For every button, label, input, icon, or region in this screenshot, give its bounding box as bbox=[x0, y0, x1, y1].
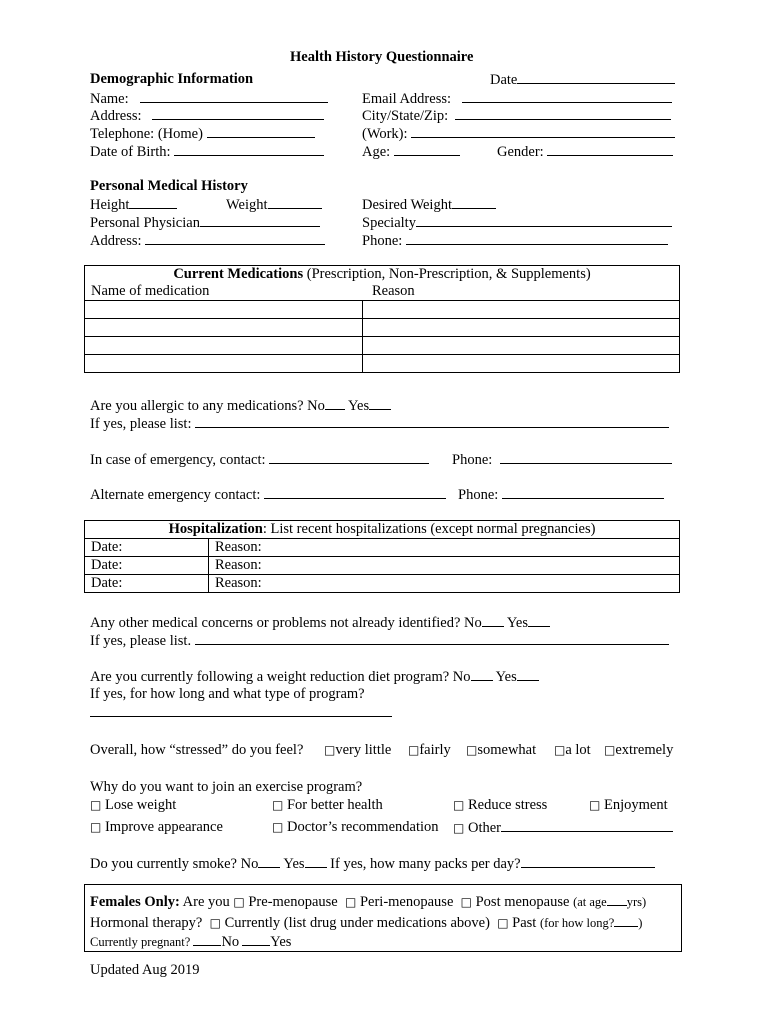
medication-row[interactable] bbox=[85, 355, 680, 373]
exercise-option-enjoyment[interactable] bbox=[589, 796, 668, 814]
checkbox-icon[interactable]: □ bbox=[324, 743, 336, 757]
hospitalization-reason-cell[interactable] bbox=[209, 557, 680, 575]
checkbox-icon[interactable]: □ bbox=[90, 820, 102, 834]
stress-option-fairly[interactable] bbox=[408, 741, 451, 759]
tel-home-field[interactable] bbox=[90, 124, 315, 143]
stress-option-label: extremely bbox=[615, 742, 674, 758]
medications-header-row bbox=[85, 283, 680, 301]
diet-program-field[interactable] bbox=[90, 703, 392, 722]
females-heading: Females Only: bbox=[90, 894, 180, 910]
exercise-option-better-health[interactable] bbox=[272, 796, 383, 814]
smoke-no-blank[interactable] bbox=[258, 854, 280, 868]
hospitalization-date-label: Date: bbox=[91, 575, 123, 591]
hospitalization-title-row bbox=[85, 521, 680, 539]
specialty-label: Specialty bbox=[362, 215, 416, 231]
physician-field[interactable] bbox=[90, 213, 320, 232]
address-field[interactable] bbox=[90, 106, 324, 125]
alt-emergency-contact-field[interactable] bbox=[90, 485, 446, 504]
emergency-phone-field[interactable] bbox=[452, 450, 672, 469]
medication-name-cell[interactable] bbox=[85, 355, 363, 373]
stress-question: Overall, how “stressed” do you feel? bbox=[90, 742, 304, 758]
allergy-yes-label: Yes bbox=[347, 398, 370, 414]
medication-reason-cell[interactable] bbox=[362, 319, 680, 337]
allergy-question-text: Are you allergic to any medications? No bbox=[90, 398, 325, 414]
concerns-question-text: Any other medical concerns or problems not already identified? No bbox=[90, 615, 482, 631]
yrs-label: yrs) bbox=[626, 895, 647, 909]
allergy-list-label: If yes, please list: bbox=[90, 416, 192, 432]
hospitalization-title bbox=[85, 521, 680, 539]
physician-label: Personal Physician bbox=[90, 215, 200, 231]
hospitalization-date-label: Date: bbox=[91, 557, 123, 573]
stress-option-label: fairly bbox=[419, 742, 451, 758]
diet-no-blank[interactable] bbox=[471, 667, 493, 681]
allergy-yes-blank[interactable] bbox=[369, 396, 391, 410]
at-age-label: (at age bbox=[573, 895, 607, 909]
dob-field[interactable] bbox=[90, 142, 324, 161]
concerns-list-label: If yes, please list. bbox=[90, 633, 192, 649]
medications-title-rest: (Prescription, Non-Prescription, & Supplements) bbox=[303, 266, 591, 282]
dob-label: Date of Birth: bbox=[90, 144, 171, 160]
past-label: Past bbox=[512, 915, 537, 931]
stress-option-label: a lot bbox=[565, 742, 591, 758]
age-field[interactable] bbox=[362, 142, 460, 161]
smoke-packs-blank[interactable] bbox=[521, 854, 655, 868]
allergy-question bbox=[90, 396, 391, 415]
desired-weight-field[interactable] bbox=[362, 195, 496, 214]
hospitalization-row[interactable] bbox=[85, 557, 680, 575]
alt-emergency-phone-label: Phone: bbox=[458, 487, 499, 503]
stress-option-very-little[interactable] bbox=[324, 741, 391, 759]
medication-reason-header: Reason bbox=[362, 283, 680, 301]
hospitalization-title-bold: Hospitalization bbox=[168, 521, 263, 537]
checkbox-icon[interactable]: □ bbox=[272, 798, 284, 812]
personal-heading: Personal Medical History bbox=[90, 178, 248, 194]
pregnant-label: Currently pregnant? bbox=[90, 935, 191, 949]
exercise-option-label: Improve appearance bbox=[104, 819, 223, 835]
post-menopause-label: Post menopause bbox=[475, 894, 570, 910]
physician-phone-label: Phone: bbox=[362, 233, 403, 249]
exercise-option-doctor[interactable] bbox=[272, 818, 439, 836]
hospitalization-reason-cell[interactable] bbox=[209, 575, 680, 593]
how-long-label: (for how long? bbox=[539, 916, 615, 930]
pregnant-yes-blank[interactable] bbox=[242, 932, 270, 946]
medication-reason-cell[interactable] bbox=[362, 337, 680, 355]
city-label: City/State/Zip: bbox=[362, 108, 449, 124]
hospitalization-date-cell[interactable] bbox=[85, 557, 209, 575]
desired-weight-label: Desired Weight bbox=[362, 197, 452, 213]
exercise-option-label: Other bbox=[467, 820, 501, 836]
hospitalization-table bbox=[84, 520, 680, 593]
gender-field[interactable] bbox=[497, 142, 673, 161]
alt-emergency-contact-label: Alternate emergency contact: bbox=[90, 487, 261, 503]
checkbox-icon[interactable]: □ bbox=[233, 895, 245, 909]
physician-address-label: Address: bbox=[90, 233, 142, 249]
name-label: Name: bbox=[90, 91, 129, 107]
city-field[interactable] bbox=[362, 106, 671, 125]
height-field[interactable] bbox=[90, 195, 177, 214]
females-are-you: Are you bbox=[182, 894, 230, 910]
date-label: Date bbox=[490, 72, 518, 88]
checkbox-icon[interactable]: □ bbox=[466, 743, 478, 757]
females-line-3 bbox=[90, 932, 291, 951]
stress-option-extremely[interactable] bbox=[604, 741, 673, 759]
weight-label: Weight bbox=[226, 197, 268, 213]
females-line-2 bbox=[90, 913, 642, 932]
hospitalization-reason-label: Reason: bbox=[215, 575, 262, 591]
exercise-option-lose-weight[interactable] bbox=[90, 796, 176, 814]
stress-option-label: somewhat bbox=[477, 742, 537, 758]
checkbox-icon[interactable]: □ bbox=[604, 743, 616, 757]
pregnant-no-blank[interactable] bbox=[193, 932, 221, 946]
smoke-question-text: Do you currently smoke? No bbox=[90, 856, 259, 872]
medications-table bbox=[84, 265, 680, 373]
hospitalization-date-cell[interactable] bbox=[85, 575, 209, 593]
pre-menopause-label: Pre-menopause bbox=[248, 894, 338, 910]
hospitalization-date-label: Date: bbox=[91, 539, 123, 555]
checkbox-icon[interactable]: □ bbox=[589, 798, 601, 812]
pregnant-no-label: No bbox=[221, 934, 240, 950]
exercise-option-label: For better health bbox=[286, 797, 383, 813]
hospitalization-reason-label: Reason: bbox=[215, 539, 262, 555]
exercise-option-label: Lose weight bbox=[104, 797, 177, 813]
medication-name-cell[interactable] bbox=[85, 337, 363, 355]
exercise-option-label: Doctor’s recommendation bbox=[286, 819, 439, 835]
exercise-option-label: Enjoyment bbox=[603, 797, 668, 813]
concerns-no-blank[interactable] bbox=[482, 613, 504, 627]
demographic-heading: Demographic Information bbox=[90, 71, 254, 87]
exercise-option-other[interactable] bbox=[453, 818, 673, 837]
checkbox-icon[interactable]: □ bbox=[209, 916, 221, 930]
email-label: Email Address: bbox=[362, 91, 452, 107]
emergency-contact-label: In case of emergency, contact: bbox=[90, 452, 266, 468]
hospitalization-reason-cell[interactable] bbox=[209, 539, 680, 557]
page-title: Health History Questionnaire bbox=[290, 49, 474, 65]
diet-yes-blank[interactable] bbox=[517, 667, 539, 681]
specialty-field[interactable] bbox=[362, 213, 672, 232]
diet-question bbox=[90, 667, 539, 686]
close-paren: ) bbox=[638, 916, 643, 930]
smoke-packs-label: If yes, how many packs per day? bbox=[330, 856, 521, 872]
allergy-no-blank[interactable] bbox=[325, 396, 345, 410]
checkbox-icon[interactable]: □ bbox=[453, 821, 465, 835]
alt-emergency-phone-field[interactable] bbox=[458, 485, 664, 504]
medication-name-header: Name of medication bbox=[85, 283, 363, 301]
peri-menopause-label: Peri-menopause bbox=[359, 894, 454, 910]
age-label: Age: bbox=[362, 144, 391, 160]
checkbox-icon[interactable]: □ bbox=[497, 916, 509, 930]
height-label: Height bbox=[90, 197, 130, 213]
smoke-yes-blank[interactable] bbox=[305, 854, 327, 868]
hospitalization-row[interactable] bbox=[85, 575, 680, 593]
hormonal-label: Hormonal therapy? bbox=[90, 915, 203, 931]
checkbox-icon[interactable]: □ bbox=[90, 798, 102, 812]
exercise-option-reduce-stress[interactable] bbox=[453, 796, 547, 814]
address-label: Address: bbox=[90, 108, 142, 124]
diet-followup: If yes, for how long and what type of program? bbox=[90, 686, 365, 702]
allergy-list-field[interactable] bbox=[90, 414, 669, 433]
medication-reason-cell[interactable] bbox=[362, 355, 680, 373]
medication-name-cell[interactable] bbox=[85, 319, 363, 337]
pregnant-yes-label: Yes bbox=[270, 934, 292, 950]
tel-home-label: Telephone: (Home) bbox=[90, 126, 203, 142]
medications-title-row bbox=[85, 266, 680, 284]
physician-phone-field[interactable] bbox=[362, 231, 668, 250]
exercise-question: Why do you want to join an exercise program? bbox=[90, 779, 363, 795]
medication-name-cell[interactable] bbox=[85, 301, 363, 319]
gender-label: Gender: bbox=[497, 144, 544, 160]
checkbox-icon[interactable]: □ bbox=[554, 743, 566, 757]
currently-label: Currently (list drug under medications above) bbox=[224, 915, 490, 931]
checkbox-icon[interactable]: □ bbox=[453, 798, 465, 812]
concerns-yes-blank[interactable] bbox=[528, 613, 550, 627]
work-label: (Work): bbox=[362, 126, 408, 142]
checkbox-icon[interactable]: □ bbox=[345, 895, 357, 909]
hospitalization-title-rest: : List recent hospitalizations (except normal pregnancies) bbox=[262, 521, 596, 537]
diet-yes-label: Yes bbox=[495, 669, 517, 685]
weight-field[interactable] bbox=[226, 195, 322, 214]
stress-option-label: very little bbox=[335, 742, 392, 758]
smoke-yes-label: Yes bbox=[283, 856, 305, 872]
date-field[interactable] bbox=[490, 70, 675, 89]
stress-option-somewhat[interactable] bbox=[466, 741, 536, 759]
concerns-question bbox=[90, 613, 550, 632]
concerns-list-field[interactable] bbox=[90, 631, 669, 650]
checkbox-icon[interactable]: □ bbox=[460, 895, 472, 909]
checkbox-icon[interactable]: □ bbox=[272, 820, 284, 834]
diet-question-text: Are you currently following a weight reduction diet program? No bbox=[90, 669, 471, 685]
checkbox-icon[interactable]: □ bbox=[408, 743, 420, 757]
hospitalization-row[interactable] bbox=[85, 539, 680, 557]
how-long-blank[interactable] bbox=[614, 913, 638, 927]
medication-reason-cell[interactable] bbox=[362, 301, 680, 319]
medications-title-bold: Current Medications bbox=[173, 266, 304, 282]
age-blank[interactable] bbox=[607, 892, 627, 906]
medication-row[interactable] bbox=[85, 301, 680, 319]
medications-title bbox=[85, 266, 680, 284]
emergency-contact-field[interactable] bbox=[90, 450, 429, 469]
physician-address-field[interactable] bbox=[90, 231, 325, 250]
smoke-question bbox=[90, 854, 655, 873]
medication-row[interactable] bbox=[85, 319, 680, 337]
emergency-phone-label: Phone: bbox=[452, 452, 493, 468]
footer-updated: Updated Aug 2019 bbox=[90, 962, 200, 978]
exercise-option-label: Reduce stress bbox=[467, 797, 548, 813]
hospitalization-date-cell[interactable] bbox=[85, 539, 209, 557]
medication-row[interactable] bbox=[85, 337, 680, 355]
stress-option-a-lot[interactable] bbox=[554, 741, 591, 759]
hospitalization-reason-label: Reason: bbox=[215, 557, 262, 573]
concerns-yes-label: Yes bbox=[506, 615, 528, 631]
females-line-1 bbox=[90, 892, 646, 911]
exercise-option-improve-appearance[interactable] bbox=[90, 818, 223, 836]
work-field[interactable] bbox=[362, 124, 675, 143]
